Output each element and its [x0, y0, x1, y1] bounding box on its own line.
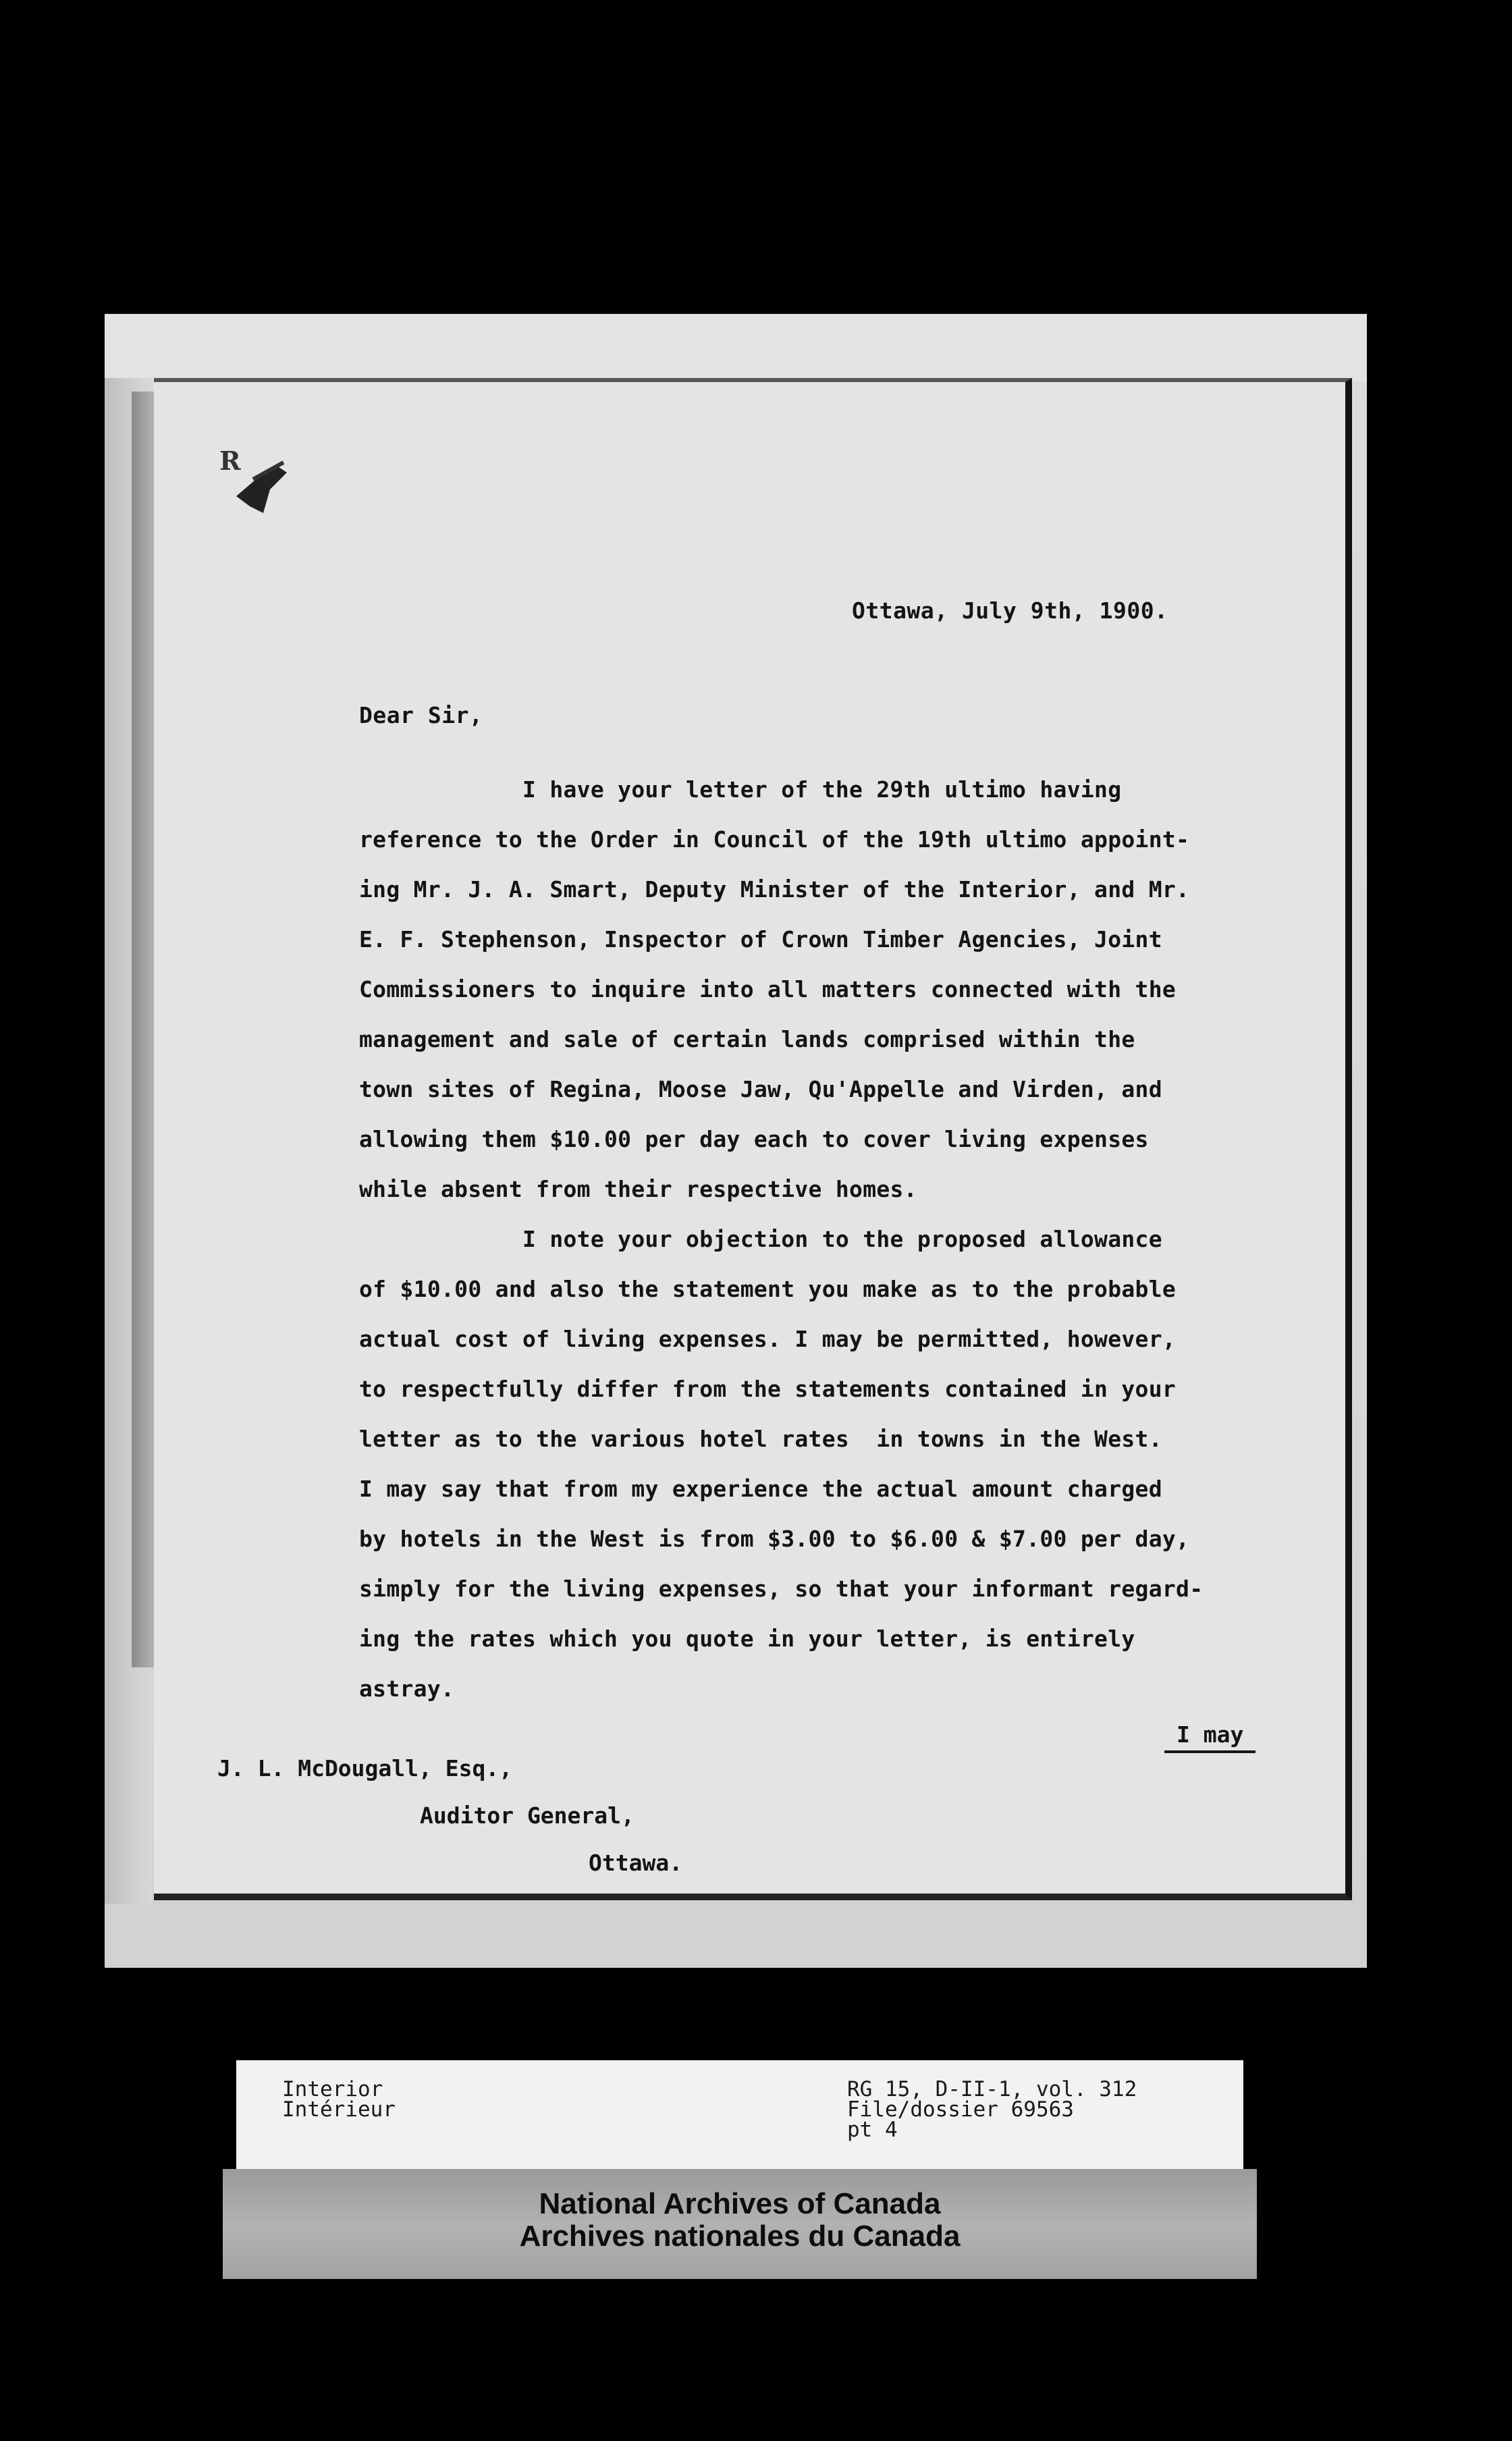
archives-banner-en: National Archives of Canada [539, 2187, 941, 2220]
letter-body-line: of $10.00 and also the statement you make as to the probable [359, 1276, 1177, 1302]
label-department-en: Interior [282, 2077, 383, 2101]
label-file: File/dossier 69563 [847, 2097, 1074, 2122]
stamp-letter: R [219, 446, 241, 476]
label-department-fr: Intérieur [282, 2097, 396, 2122]
letter-body-line: allowing them $10.00 per day each to cover living expenses [359, 1126, 1149, 1152]
sheet-top-strip [105, 314, 1367, 381]
letter-body-line: simply for the living expenses, so that your informant regard- [359, 1576, 1204, 1602]
label-part: pt 4 [847, 2118, 898, 2142]
letter-body-line: I may say that from my experience the actual amount charged [359, 1476, 1162, 1502]
archives-banner-fr: Archives nationales du Canada [519, 2220, 961, 2253]
letter-body-line: to respectfully differ from the statements contained in your [359, 1376, 1177, 1402]
letter-body-line: reference to the Order in Council of the 19th ultimo appoint- [359, 826, 1190, 853]
letter-body-line: astray. [359, 1675, 455, 1702]
letter-body-line: while absent from their respective homes. [359, 1176, 917, 1202]
letter-salutation: Dear Sir, [359, 702, 483, 728]
letter-body-line: town sites of Regina, Moose Jaw, Qu'Appelle and Virden, and [359, 1076, 1162, 1102]
letter-body-line: actual cost of living expenses. I may be permitted, however, [359, 1326, 1177, 1352]
letter-body-line: ing Mr. J. A. Smart, Deputy Minister of the Interior, and Mr. [359, 876, 1190, 903]
letter-body-line: letter as to the various hotel rates in towns in the West. [359, 1426, 1162, 1452]
recipient-title: Auditor General, [420, 1802, 634, 1829]
recipient-city: Ottawa. [589, 1850, 683, 1876]
letter-body-line: E. F. Stephenson, Inspector of Crown Timber Agencies, Joint [359, 926, 1162, 953]
letter-body-line: I have your letter of the 29th ultimo having [359, 776, 1122, 803]
letter-body-line: management and sale of certain lands comprised within the [359, 1026, 1135, 1052]
letter-body-line: I note your objection to the proposed allowance [359, 1226, 1162, 1252]
catch-word: I may [1164, 1721, 1256, 1753]
letter-body-line: Commissioners to inquire into all matters connected with the [359, 976, 1177, 1002]
letter-body-line: by hotels in the West is from $3.00 to $6.00 & $7.00 per day, [359, 1526, 1190, 1552]
letter-date: Ottawa, July 9th, 1900. [852, 597, 1168, 624]
label-reference: RG 15, D-II-1, vol. 312 [847, 2077, 1137, 2101]
recipient-name: J. L. McDougall, Esq., [217, 1755, 513, 1781]
letter-body-line: ing the rates which you quote in your letter, is entirely [359, 1626, 1135, 1652]
